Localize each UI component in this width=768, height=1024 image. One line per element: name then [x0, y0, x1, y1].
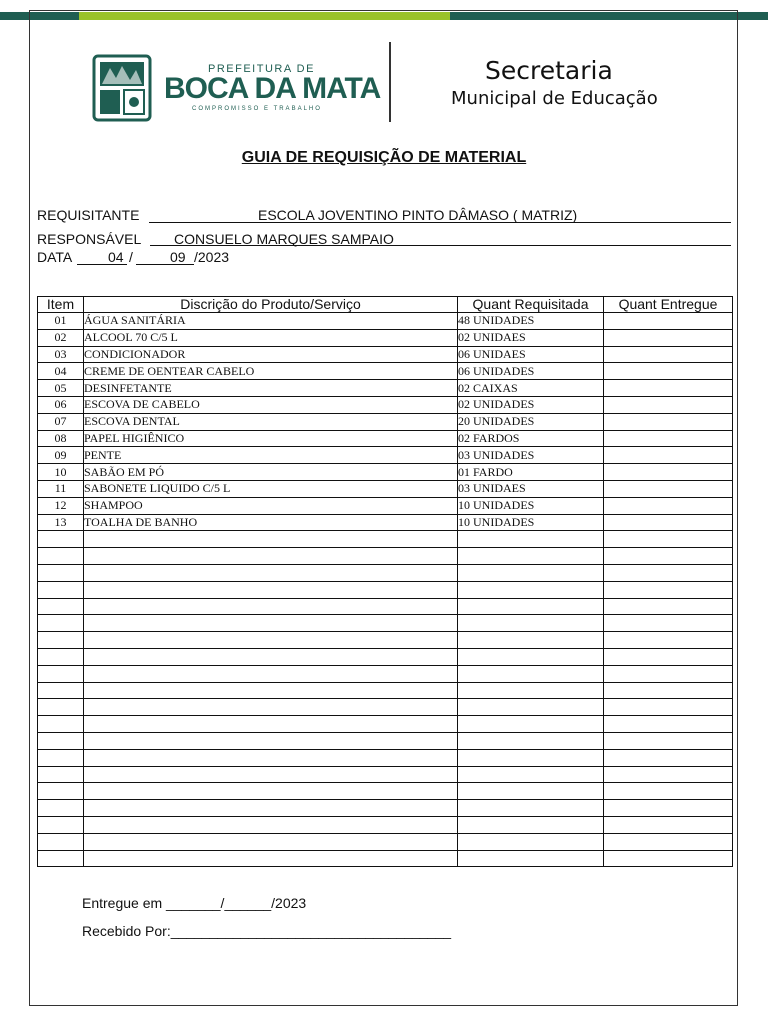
- item-quant-requisitada: 20 UNIDADES: [458, 413, 604, 430]
- item-description: PENTE: [84, 447, 458, 464]
- item-quant-requisitada: 02 CAIXAS: [458, 380, 604, 397]
- table-row: [38, 363, 733, 380]
- item-quant-entregue: [604, 716, 733, 733]
- item-quant-requisitada: [458, 564, 604, 581]
- item-description: ALCOOL 70 C/5 L: [84, 329, 458, 346]
- item-quant-entregue: [604, 497, 733, 514]
- table-row: [38, 329, 733, 346]
- item-quant-requisitada: [458, 766, 604, 783]
- brand-name-text: BOCA DA MATA: [164, 72, 381, 105]
- table-row: [38, 564, 733, 581]
- item-quant-entregue: [604, 665, 733, 682]
- table-row: [38, 480, 733, 497]
- item-description: [84, 648, 458, 665]
- item-quant-requisitada: [458, 732, 604, 749]
- data-label: DATA: [37, 249, 73, 265]
- item-quant-entregue: [604, 531, 733, 548]
- item-quant-entregue: [604, 783, 733, 800]
- item-quant-entregue: [604, 682, 733, 699]
- item-quant-requisitada: [458, 615, 604, 632]
- item-number: [38, 800, 84, 817]
- item-description: TOALHA DE BANHO: [84, 514, 458, 531]
- item-description: [84, 816, 458, 833]
- item-description: [84, 598, 458, 615]
- item-description: SABÃO EM PÓ: [84, 464, 458, 481]
- item-number: [38, 699, 84, 716]
- item-number: 05: [38, 380, 84, 397]
- secretaria-title: Secretaria: [485, 56, 613, 85]
- table-row: [38, 531, 733, 548]
- brand-slogan-text: COMPROMISSO E TRABALHO: [192, 106, 322, 112]
- item-description: [84, 833, 458, 850]
- data-separator: /: [129, 249, 133, 265]
- item-number: 02: [38, 329, 84, 346]
- item-quant-requisitada: [458, 699, 604, 716]
- item-quant-requisitada: [458, 682, 604, 699]
- item-quant-requisitada: [458, 581, 604, 598]
- header-divider: [389, 42, 391, 122]
- table-row: [38, 665, 733, 682]
- item-quant-requisitada: [458, 850, 604, 867]
- item-quant-requisitada: [458, 548, 604, 565]
- item-quant-requisitada: 06 UNIDAES: [458, 346, 604, 363]
- item-quant-requisitada: [458, 800, 604, 817]
- item-description: [84, 682, 458, 699]
- table-row: [38, 380, 733, 397]
- item-description: [84, 665, 458, 682]
- item-description: [84, 581, 458, 598]
- item-number: 03: [38, 346, 84, 363]
- entregue-em-line: Entregue em _______/______/2023: [82, 895, 307, 911]
- item-quant-entregue: [604, 766, 733, 783]
- item-quant-requisitada: 02 UNIDADES: [458, 396, 604, 413]
- item-quant-entregue: [604, 480, 733, 497]
- item-quant-entregue: [604, 413, 733, 430]
- item-quant-requisitada: 03 UNIDADES: [458, 447, 604, 464]
- item-quant-entregue: [604, 800, 733, 817]
- table-row: [38, 682, 733, 699]
- table-row: [38, 699, 733, 716]
- item-number: [38, 749, 84, 766]
- item-number: [38, 598, 84, 615]
- item-quant-entregue: [604, 380, 733, 397]
- brand-prefeitura-text: PREFEITURA DE: [208, 63, 315, 75]
- item-quant-requisitada: 06 UNIDADES: [458, 363, 604, 380]
- item-quant-entregue: [604, 648, 733, 665]
- item-quant-requisitada: [458, 716, 604, 733]
- item-description: [84, 783, 458, 800]
- header-item: Item: [38, 297, 84, 313]
- item-description: SABONETE LIQUIDO C/5 L: [84, 480, 458, 497]
- table-row: [38, 716, 733, 733]
- table-row: [38, 346, 733, 363]
- responsavel-value: CONSUELO MARQUES SAMPAIO: [174, 231, 394, 247]
- item-quant-entregue: [604, 699, 733, 716]
- table-row: [38, 581, 733, 598]
- item-number: [38, 716, 84, 733]
- table-row: [38, 783, 733, 800]
- item-quant-entregue: [604, 850, 733, 867]
- requisitante-value: ESCOLA JOVENTINO PINTO DÂMASO ( MATRIZ): [258, 207, 578, 223]
- data-row: [37, 249, 72, 265]
- item-quant-requisitada: 02 UNIDAES: [458, 329, 604, 346]
- table-row: [38, 833, 733, 850]
- table-row: [38, 816, 733, 833]
- item-description: [84, 732, 458, 749]
- item-quant-requisitada: 48 UNIDADES: [458, 313, 604, 330]
- item-description: [84, 716, 458, 733]
- item-quant-requisitada: 03 UNIDAES: [458, 480, 604, 497]
- item-quant-entregue: [604, 816, 733, 833]
- item-description: ESCOVA DE CABELO: [84, 396, 458, 413]
- item-quant-entregue: [604, 833, 733, 850]
- header-description: Discrição do Produto/Serviço: [84, 297, 458, 313]
- table-row: [38, 548, 733, 565]
- item-description: SHAMPOO: [84, 497, 458, 514]
- item-number: 06: [38, 396, 84, 413]
- item-quant-entregue: [604, 313, 733, 330]
- item-quant-requisitada: [458, 598, 604, 615]
- item-quant-entregue: [604, 732, 733, 749]
- item-quant-requisitada: [458, 749, 604, 766]
- item-quant-requisitada: [458, 632, 604, 649]
- item-quant-requisitada: 02 FARDOS: [458, 430, 604, 447]
- requisitante-row: [37, 207, 139, 223]
- item-number: [38, 632, 84, 649]
- table-row: [38, 749, 733, 766]
- item-quant-entregue: [604, 363, 733, 380]
- table-header-row: [38, 297, 733, 313]
- table-row: [38, 648, 733, 665]
- item-number: [38, 833, 84, 850]
- responsavel-label: RESPONSÁVEL: [37, 231, 142, 247]
- item-quant-requisitada: [458, 531, 604, 548]
- item-quant-entregue: [604, 464, 733, 481]
- item-quant-entregue: [604, 581, 733, 598]
- table-row: [38, 598, 733, 615]
- data-year-value: /2023: [194, 249, 230, 265]
- item-description: CONDICIONADOR: [84, 346, 458, 363]
- item-quant-entregue: [604, 564, 733, 581]
- data-month-value: 09: [170, 249, 186, 265]
- item-number: 07: [38, 413, 84, 430]
- item-number: 09: [38, 447, 84, 464]
- item-number: [38, 682, 84, 699]
- item-description: [84, 850, 458, 867]
- item-quant-requisitada: [458, 648, 604, 665]
- table-row: [38, 396, 733, 413]
- item-quant-entregue: [604, 749, 733, 766]
- requisitante-label: REQUISITANTE: [37, 207, 140, 223]
- table-row: [38, 632, 733, 649]
- item-quant-entregue: [604, 329, 733, 346]
- table-row: [38, 615, 733, 632]
- item-description: ÁGUA SANITÁRIA: [84, 313, 458, 330]
- item-number: [38, 665, 84, 682]
- item-quant-entregue: [604, 396, 733, 413]
- item-number: 01: [38, 313, 84, 330]
- table-row: [38, 732, 733, 749]
- item-quant-entregue: [604, 615, 733, 632]
- item-quant-entregue: [604, 514, 733, 531]
- item-number: [38, 766, 84, 783]
- item-description: ESCOVA DENTAL: [84, 413, 458, 430]
- item-quant-requisitada: 10 UNIDADES: [458, 514, 604, 531]
- item-number: 10: [38, 464, 84, 481]
- item-description: CREME DE OENTEAR CABELO: [84, 363, 458, 380]
- header-quant-entregue: Quant Entregue: [604, 297, 733, 313]
- table-row: [38, 514, 733, 531]
- item-quant-entregue: [604, 598, 733, 615]
- table-body: [38, 313, 733, 867]
- item-number: [38, 816, 84, 833]
- item-description: [84, 749, 458, 766]
- table-row: [38, 413, 733, 430]
- item-number: 13: [38, 514, 84, 531]
- city-crest-icon: [92, 54, 152, 122]
- item-number: [38, 564, 84, 581]
- item-number: 04: [38, 363, 84, 380]
- item-quant-entregue: [604, 346, 733, 363]
- table-row: [38, 766, 733, 783]
- item-quant-entregue: [604, 632, 733, 649]
- item-quant-requisitada: 01 FARDO: [458, 464, 604, 481]
- item-quant-requisitada: [458, 783, 604, 800]
- item-number: [38, 648, 84, 665]
- item-number: [38, 615, 84, 632]
- item-number: [38, 732, 84, 749]
- header-quant-requisitada: Quant Requisitada: [458, 297, 604, 313]
- item-quant-requisitada: [458, 665, 604, 682]
- document-title: [0, 149, 768, 167]
- table-row: [38, 800, 733, 817]
- item-description: PAPEL HIGIÊNICO: [84, 430, 458, 447]
- requisition-table: [37, 296, 733, 867]
- recebido-por-line: Recebido Por:____________________________________: [82, 923, 452, 939]
- item-description: [84, 615, 458, 632]
- table-row: [38, 313, 733, 330]
- item-number: 08: [38, 430, 84, 447]
- item-quant-entregue: [604, 548, 733, 565]
- responsavel-row: [37, 231, 141, 247]
- item-quant-entregue: [604, 430, 733, 447]
- document-title-text: GUIA DE REQUISIÇÃO DE MATERIAL: [241, 149, 527, 166]
- item-description: [84, 699, 458, 716]
- table-row: [38, 464, 733, 481]
- table-row: [38, 850, 733, 867]
- item-number: [38, 850, 84, 867]
- item-quant-entregue: [604, 447, 733, 464]
- item-description: DESINFETANTE: [84, 380, 458, 397]
- item-description: [84, 800, 458, 817]
- item-description: [84, 564, 458, 581]
- item-description: [84, 548, 458, 565]
- data-day-value: 04: [108, 249, 124, 265]
- item-number: [38, 581, 84, 598]
- item-quant-requisitada: 10 UNIDADES: [458, 497, 604, 514]
- item-quant-requisitada: [458, 816, 604, 833]
- item-description: [84, 531, 458, 548]
- item-description: [84, 766, 458, 783]
- item-number: 12: [38, 497, 84, 514]
- item-number: [38, 531, 84, 548]
- item-number: 11: [38, 480, 84, 497]
- table-row: [38, 430, 733, 447]
- item-number: [38, 548, 84, 565]
- table-row: [38, 497, 733, 514]
- table-row: [38, 447, 733, 464]
- item-number: [38, 783, 84, 800]
- secretaria-subtitle: Municipal de Educação: [451, 88, 658, 109]
- item-quant-requisitada: [458, 833, 604, 850]
- item-description: [84, 632, 458, 649]
